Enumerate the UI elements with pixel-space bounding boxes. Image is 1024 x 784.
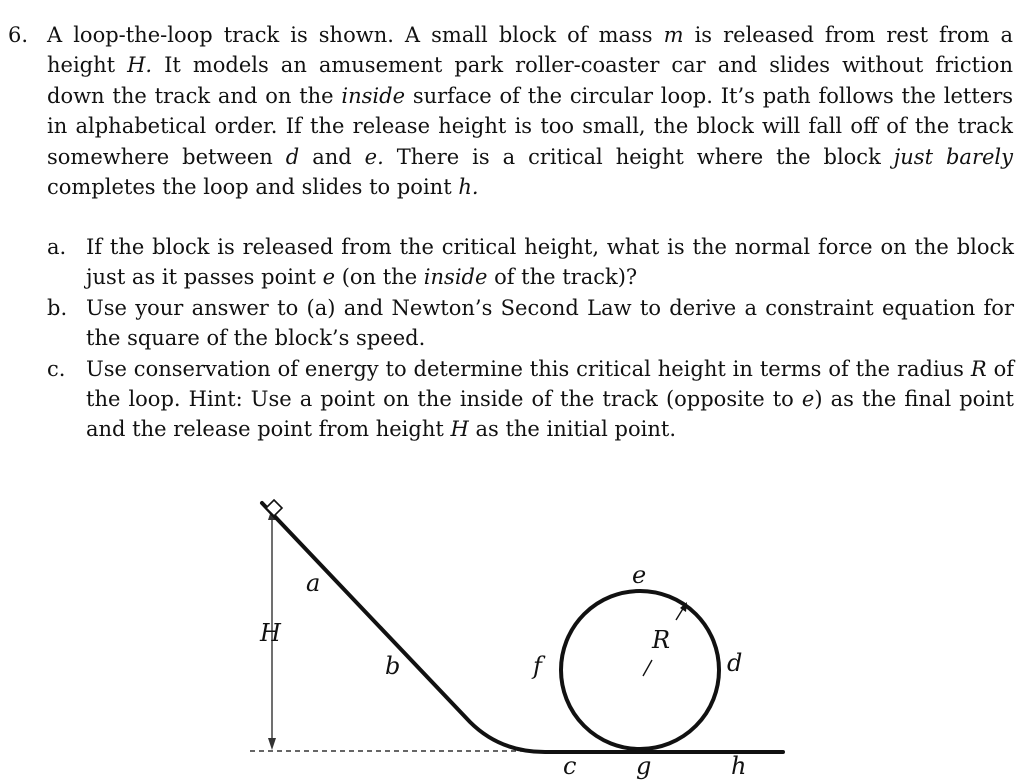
stem-segment: e.: [364, 144, 384, 169]
problem-stem: [47, 20, 1013, 202]
height-arrow-head-top: [268, 508, 276, 520]
part-a-text: [86, 232, 1014, 293]
label-c: c: [563, 752, 577, 780]
radius-line-lower: [643, 660, 652, 676]
part-c-text-segment: e: [801, 387, 815, 412]
stem-segment: m: [663, 23, 684, 47]
label-d: d: [727, 649, 743, 677]
radius-line-upper: [676, 607, 684, 620]
label-f: f: [533, 652, 542, 680]
label-g: g: [636, 752, 652, 780]
part-c-text-segment: H: [450, 417, 469, 442]
part-c: [0, 354, 1024, 445]
height-arrow-head-bottom: [268, 738, 276, 750]
part-a-text-segment: inside: [423, 265, 488, 290]
part-b-text-segment: Use your answer to (a) and Newton’s Second Law to derive a constraint equation for the square of the block’s speed.: [86, 295, 1014, 351]
part-a-text-segment: e: [322, 265, 336, 290]
part-b: [0, 293, 1024, 354]
label-a: a: [306, 569, 321, 597]
part-a-text-segment: If the block is released from the critical height, what is the normal force on the block just as it passes point: [86, 235, 1014, 290]
part-a-label: a.: [47, 235, 67, 259]
part-c-text: [86, 354, 1014, 445]
part-a-text-segment: (on the: [335, 265, 424, 290]
stem-segment: A loop-the-loop track is shown. A small block of mass: [47, 23, 664, 47]
stem-segment: surface of the circular loop. It’s path follows the letters in alphabetical order. If the release height is too small, the block will fall off of the track somewhere between: [47, 83, 1014, 169]
part-c-label: c.: [47, 356, 66, 381]
stem-segment: completes the loop and slides to point: [47, 175, 459, 200]
stem-segment: is released from rest from a height: [47, 23, 1013, 78]
part-a: [0, 232, 1024, 293]
stem-segment: It models an amusement park roller-coaster car and slides without friction down the track and on the: [47, 53, 1013, 108]
stem-segment: h.: [458, 175, 479, 200]
part-b-label: b.: [47, 295, 68, 320]
part-c-text-segment: as the initial point.: [468, 417, 676, 442]
label-b: b: [385, 652, 401, 680]
problem-number: 6.: [8, 23, 29, 47]
stem-segment: There is a critical height where the block: [383, 144, 894, 169]
stem-segment: just barely: [893, 144, 1013, 169]
part-b-text: [86, 293, 1014, 354]
block-diamond: [266, 500, 282, 516]
label-H: H: [260, 619, 281, 647]
part-c-text-segment: ) as the final point and the release point from height: [86, 387, 1014, 442]
stem-segment: and: [299, 144, 365, 169]
part-c-text-segment: Use conservation of energy to determine this critical height in terms of the radius: [86, 356, 971, 381]
stem-segment: d: [285, 144, 300, 169]
radius-arrow-head: [680, 602, 687, 612]
stem-segment: H.: [127, 53, 153, 78]
part-a-text-segment: of the track)?: [487, 265, 638, 290]
label-h: h: [731, 752, 747, 780]
label-R: R: [652, 626, 671, 654]
problem-parts: [0, 232, 1024, 445]
stem-segment: inside: [341, 83, 406, 108]
ramp-track: [262, 503, 783, 752]
part-c-text-segment: of the loop. Hint: Use a point on the inside of the track (opposite to: [86, 356, 1015, 412]
loop-circle: [561, 591, 719, 749]
label-e: e: [632, 561, 647, 589]
part-c-text-segment: R: [970, 356, 987, 381]
